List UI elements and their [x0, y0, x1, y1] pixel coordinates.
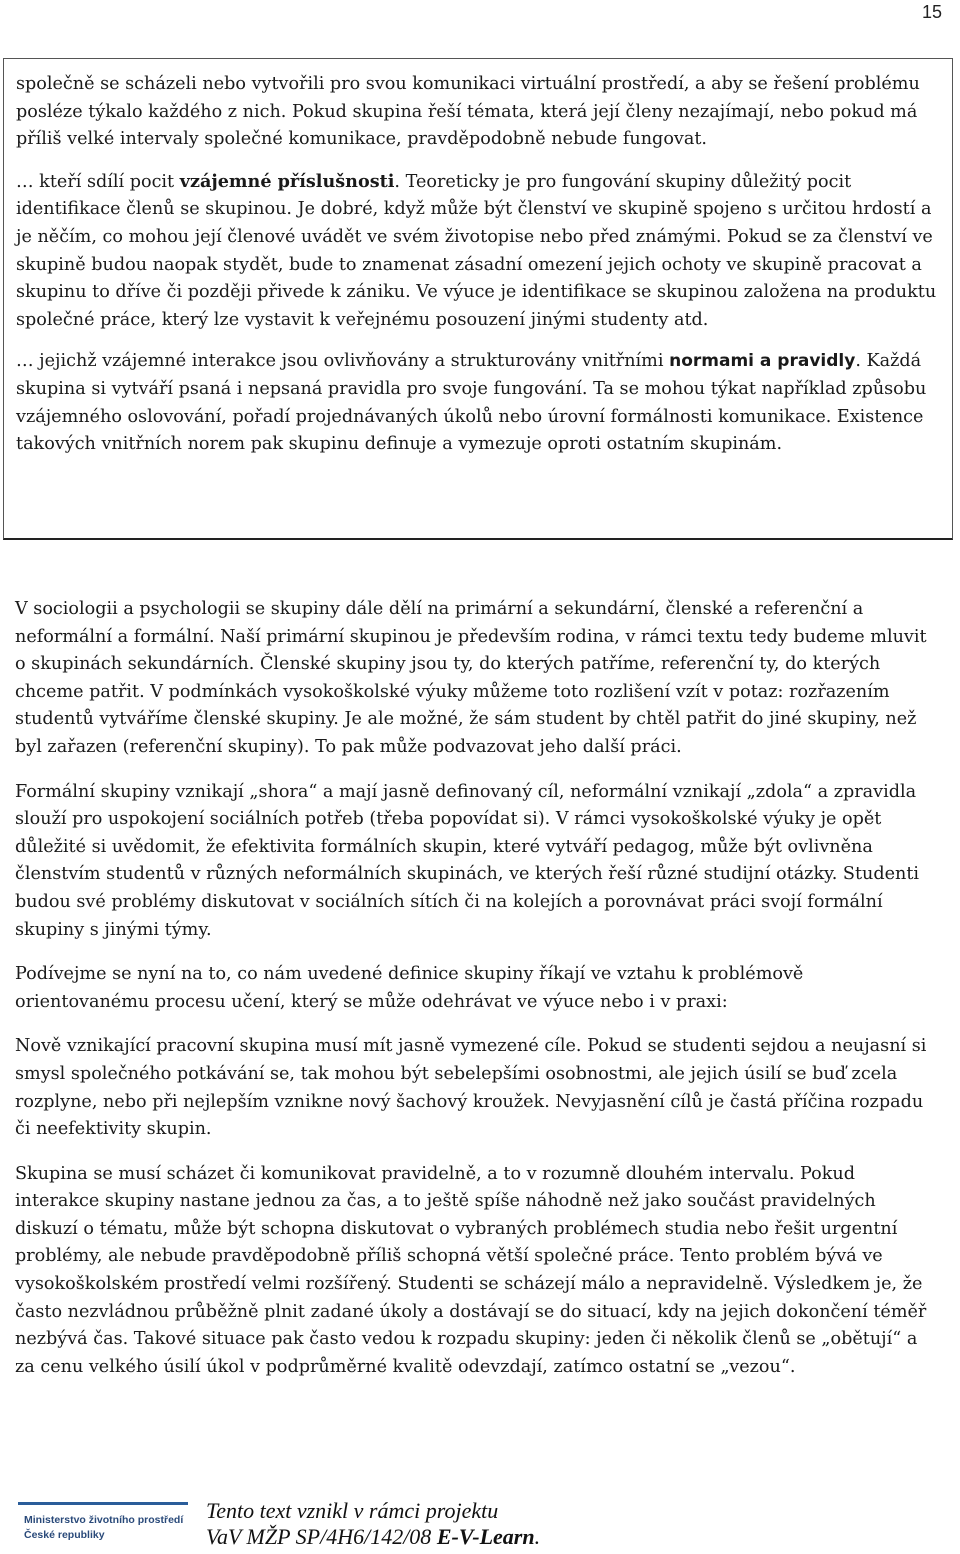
- footer-project-text: [206, 1498, 540, 1550]
- footer-project-name: E-V-Learn: [436, 1524, 535, 1549]
- logo-line-2: České republiky: [24, 1529, 105, 1541]
- content-paragraph-5: Skupina se musí scházet či komunikovat pravidelně, a to v rozumně dlouhém intervalu. Pokud interakce skupiny nastane jednou za čas, a to ještě spíše náhodně než jako součást pravidelných diskuzí o tématu, může být schopna diskutovat o vybraných problémech studia nebo řešit urgentní problémy, ale nebude pravděpodobně příliš schopná větší společné práce. Tento problém bývá ve vysokoškolském prostředí velmi rozšířený. Studenti se scházejí málo a nepravidelně. Výsledkem je, že často nezvládnou průběžně plnit zadané úkoly a dostávají se do situací, kdy na jejich dokončení téměř nezbývá čas. Takové situace pak často vedou k rozpadu skupiny: jeden či několik členů se „obětují“ a za cenu velkého úsilí úkol v podprůměrné kvalitě odevzdají, zatímco ostatní se „vezou“.: [15, 1163, 927, 1377]
- ministry-logo: [18, 1498, 188, 1550]
- page-footer: [0, 1490, 960, 1554]
- content-paragraph-4: Nově vznikající pracovní skupina musí mít jasně vymezené cíle. Pokud se studenti sejdou a neujasní si smysl společného potkávání se, tak mohou být sebelepšími osobnostmi, ale jejich úsilí se buď zcela rozplyne, nebo při nejlepším vznikne nový šachový kroužek. Nevyjasnění cílů je častá příčina rozpadu či neefektivity skupin.: [15, 1036, 927, 1140]
- box-p2-bold: vzájemné příslušnosti: [179, 170, 395, 192]
- footer-line-2-suffix: .: [534, 1524, 541, 1549]
- box-p3-bold: normami a pravidly: [669, 351, 856, 372]
- definition-box: [3, 58, 953, 540]
- footer-line-1: Tento text vznikl v rámci projektu: [206, 1498, 499, 1523]
- logo-bar: [18, 1502, 188, 1505]
- page-number: 15: [921, 2, 942, 22]
- box-paragraph-2: [16, 168, 940, 335]
- footer-line-2-prefix: VaV MŽP SP/4H6/142/08: [206, 1524, 437, 1549]
- main-content: [15, 596, 940, 1398]
- footer-line-2: [206, 1524, 540, 1550]
- box-p2-lead: … kteří sdílí pocit: [16, 171, 180, 192]
- box-paragraph-1: společně se scházeli nebo vytvořili pro svou komunikaci virtuální prostředí, a aby se řešení problému posléze týkalo každého z nich. Pokud skupina řeší témata, která její členy nezajímají, nebo pokud má příliš velké intervaly společné komunikace, pravděpodobně nebude fungovat.: [16, 74, 920, 150]
- box-p2-rest: . Teoreticky je pro fungování skupiny důležitý pocit identifikace členů se skupinou. Je dobré, když může být členství ve skupině spojeno s určitou hrdostí a je něčím, co mohou její členové uvádět ve svém životopise nebo před známými. Pokud se za členství ve skupině budou naopak stydět, bude to znamenat zásadní omezení jejich ochoty ve skupině pracovat a skupinu to dříve či později přivede k zániku. Ve výuce je identifikace se skupinou založena na produktu společné práce, který lze vystavit k veřejnému posouzení jinými studenty atd.: [16, 171, 937, 330]
- content-paragraph-1: V sociologii a psychologii se skupiny dále dělí na primární a sekundární, členské a referenční a neformální a formální. Naší primární skupinou je především rodina, v rámci textu tedy budeme mluvit o skupinách sekundárních. Členské skupiny jsou ty, do kterých patříme, referenční ty, do kterých chceme patřit. V podmínkách vysokoškolské výuky můžeme toto rozlišení vzít v potaz: rozřazením studentů vytváříme členské skupiny. Je ale možné, že sám student by chtěl patřit do jiné skupiny, než byl zařazen (referenční skupiny). To pak může podvazovat jeho další práci.: [15, 599, 927, 757]
- box-p3-rest: . Každá skupina si vytváří psaná i nepsaná pravidla pro svoje fungování. Ta se mohou týkat například způsobu vzájemného oslovování, pořadí projednávaných úkolů nebo úrovní formálnosti komunikace. Existence takových vnitřních norem pak skupinu definuje a vymezuje oproti ostatním skupinám.: [16, 351, 927, 455]
- content-paragraph-3: Podívejme se nyní na to, co nám uvedené definice skupiny říkají ve vztahu k problémově orientovanému procesu učení, který se může odehrávat ve výuce nebo i v praxi:: [15, 964, 804, 1012]
- content-paragraph-2: Formální skupiny vznikají „shora“ a mají jasně definovaný cíl, neformální vznikají „zdola“ a zpravidla slouží pro uspokojení sociálních potřeb (třeba popovídat si). V rámci vysokoškolské výuky je opět důležité si uvědomit, že efektivita formálních skupin, které vytváří pedagog, může být ovlivněna členstvím studentů v různých neformálních skupinách, ve kterých řeší různé studijní otázky. Studenti budou své problémy diskutovat v sociálních sítích či na kolejích a porovnávat práci svojí formální skupiny s jinými týmy.: [15, 781, 920, 940]
- box-paragraph-3: [16, 348, 940, 458]
- box-p3-lead: … jejichž vzájemné interakce jsou ovlivňovány a strukturovány vnitřními: [16, 351, 670, 372]
- logo-line-1: Ministerstvo životního prostředí: [24, 1514, 184, 1526]
